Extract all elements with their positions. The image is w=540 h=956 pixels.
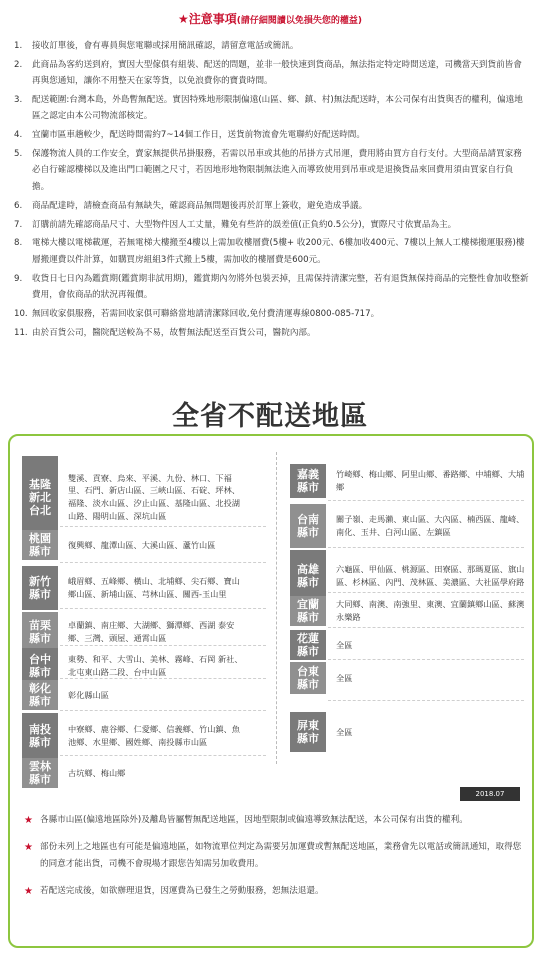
notice-item-number: 2. — [14, 59, 23, 70]
notice-title — [0, 10, 540, 27]
notice-item-number: 4. — [14, 130, 23, 141]
bottom-note — [24, 812, 524, 829]
notice-item-text: 無回收家俱服務，若需回收家俱可聯絡當地請清潔隊回收,免付費清運專線0800-085-717。 — [32, 308, 380, 319]
notice-item-text: 由於百貨公司，醫院配送較為不易，故暫無法配送至百貨公司，醫院內部。 — [32, 327, 316, 338]
region-text: 中寮鄉、鹿谷鄉、仁愛鄉、信義鄉、竹山鎮、魚池鄉、水里鄉、國姓鄉、南投縣市山區 — [68, 724, 240, 747]
notice-list — [14, 38, 530, 344]
region-tag: 彰化 縣市 — [22, 680, 58, 710]
region-text: 卓蘭鎮、南庄鄉、大湖鄉、獅潭鄉、西湖 泰安鄉、三灣、頭屋、通霄山區 — [68, 620, 235, 643]
region-text: 全區 — [336, 639, 353, 650]
row-separator — [60, 562, 266, 563]
notice-item-number: 8. — [14, 238, 23, 249]
region-right-4 — [290, 630, 526, 660]
notice-item-number: 1. — [14, 41, 23, 51]
region-right-6 — [290, 712, 526, 752]
region-text: 彰化縣山區 — [68, 689, 109, 700]
notice-title-text: 注意事項 — [188, 12, 237, 26]
region-tag: 台中 縣市 — [22, 648, 58, 684]
region-left-1 — [22, 530, 248, 560]
region-right-5 — [290, 662, 526, 694]
region-tag: 嘉義 縣市 — [290, 464, 326, 498]
bottom-note — [24, 883, 524, 900]
notice-item — [14, 127, 530, 143]
region-tag: 花蓮 縣市 — [290, 630, 326, 660]
region-tag: 宜蘭 縣市 — [290, 596, 326, 626]
region-tag: 新竹 縣市 — [22, 566, 58, 610]
region-left-5 — [22, 680, 248, 710]
region-tag: 屏東 縣市 — [290, 712, 326, 752]
notice-item — [14, 271, 530, 304]
notice-item-number: 10. — [14, 308, 28, 319]
notice-item — [14, 57, 530, 90]
notice-item — [14, 198, 530, 214]
notice-item-number: 5. — [14, 149, 23, 160]
row-separator — [60, 608, 266, 609]
region-text: 全區 — [336, 726, 353, 737]
region-right-2 — [290, 550, 526, 602]
region-text: 東勢、和平、大雪山、美林、霧峰、石岡 新社、北屯東山路二段、台中山區 — [68, 654, 243, 677]
notice-item — [14, 38, 530, 54]
region-tag: 台東 縣市 — [290, 662, 326, 694]
notice-item — [14, 235, 530, 268]
notice-item-text: 配送範圍:台灣本島，外島暫無配送。實因特殊地形限制偏遠(山區、鄉、鎮、村)無法配送時，本公司保有出貨與否的權利，偏遠地區之認定由本公司物流部核定。 — [32, 95, 523, 122]
bottom-note-text: 部份未列上之地區也有可能是偏遠地區，如物流單位判定為需要另加運費或暫無配送地區，業務會先以電話或簡訊通知，取得您的同意才能出貨，司機不會現場才跟您告知需另加收費用。 — [40, 842, 522, 869]
star-icon: ★ — [24, 815, 33, 826]
notice-item — [14, 92, 530, 125]
region-tag: 雲林 縣市 — [22, 758, 58, 788]
row-separator — [60, 678, 266, 679]
region-tag: 基隆 新北 台北 — [22, 456, 58, 538]
row-separator — [328, 659, 524, 660]
notice-subtitle: (請仔細閱讀以免損失您的權益) — [236, 16, 362, 26]
region-left-3 — [22, 612, 248, 652]
region-right-1 — [290, 504, 526, 548]
notice-item-text: 收貨日七日內為鑑賞期(鑑賞期非試用期)，鑑賞期內勿將外包裝丟掉，且需保持清潔完整，若有退貨無保持商品的完整性會加收整新費用，會依商品的狀況再報價。 — [32, 273, 529, 300]
region-text: 大同鄉、南澳、南強里、東澳、宜蘭鎮鄉山區、蘇澳永樂路 — [336, 599, 525, 622]
region-left-7 — [22, 758, 248, 788]
notice-item — [14, 146, 530, 195]
region-text: 竹崎鄉、梅山鄉、阿里山鄉、番路鄉、中埔鄉、大埔鄉 — [336, 469, 525, 492]
row-separator — [60, 645, 266, 646]
row-separator — [60, 710, 266, 711]
region-tag: 高雄 縣市 — [290, 550, 326, 602]
column-divider — [276, 452, 277, 764]
region-right-3 — [290, 596, 526, 626]
notice-item-number: 6. — [14, 200, 23, 211]
region-text: 關子嶺、走馬瀨、東山區、大內區、楠西區、龍崎、南化、玉井、白河山區、左鎮區 — [336, 514, 525, 537]
notice-item-text: 訂購前請先確認商品尺寸、大型物件因人工丈量，難免有些許的誤差值(正負約0.5公分)，實際尺寸依實品為主。 — [32, 219, 457, 230]
bottom-note-text: 若配送完成後，如欲辦理退貨，因運費為已發生之勞動服務，恕無法退還。 — [40, 886, 324, 896]
bottom-note-text: 各縣市山區(偏遠地區除外)及離島皆屬暫無配送地區，因地型限制或偏遠導致無法配送，本公司保有出貨的權利。 — [40, 815, 468, 825]
row-separator — [328, 627, 524, 628]
region-tag: 桃園 縣市 — [22, 530, 58, 560]
star-icon: ★ — [24, 842, 33, 853]
region-text: 雙溪、貢寮、烏來、平溪、九份、林口、下福里、石門、新店山區、三峽山區、石碇、坪林、福隆、淡水山區、汐止山區、基隆山區、北投湖山路、陽明山區、深坑山區 — [68, 472, 240, 521]
notice-item-number: 7. — [14, 219, 23, 230]
bottom-notes — [24, 812, 524, 910]
region-tag: 南投 縣市 — [22, 713, 58, 759]
region-left-2 — [22, 566, 248, 610]
row-separator — [328, 547, 524, 548]
region-text: 六龜區、甲仙區、桃源區、田寮區、那瑪夏區、旗山區、杉林區、內門、茂林區、美濃區、大社區學府路 — [336, 564, 525, 587]
notice-item-text: 宜蘭市區車趟較少，配送時間需約7~14個工作日，送貨前物流會先電聯約好配送時間。 — [32, 130, 365, 141]
notice-item-text: 商品配達時，請檢查商品有無缺失，確認商品無問題後再於訂單上簽收，避免造成爭議。 — [32, 200, 368, 211]
notice-item-text: 接收訂單後，會有專員與您電聯或採用簡訊確認，請留意電話或簡訊。 — [32, 41, 299, 51]
map-heading: 全省不配送地區 — [172, 401, 368, 432]
region-text: 復興鄉、龍潭山區、大溪山區、蘆竹山區 — [68, 539, 216, 550]
region-text: 全區 — [336, 672, 353, 683]
star-icon: ★ — [177, 12, 189, 26]
row-separator — [60, 526, 266, 527]
notice-item-text: 此商品為客約送到府，實因大型傢俱有組裝、配送的問題，並非一般快速到貨商品，無法指定特定時間送達，司機當天到貨前皆會再與您通知，讓你不用整天在家等貨，以免浪費你的寶貴時間。 — [32, 59, 522, 87]
date-badge: 2018.07 — [460, 787, 520, 801]
row-separator — [328, 592, 524, 593]
notice-item-number: 11. — [14, 327, 28, 338]
region-tag: 苗栗 縣市 — [22, 612, 58, 652]
row-separator — [328, 700, 524, 701]
notice-item-number: 9. — [14, 273, 23, 284]
region-left-6 — [22, 713, 248, 759]
notice-item — [14, 217, 530, 233]
notice-item — [14, 325, 530, 341]
notice-item-text: 保護物流人員的工作安全，賣家無提供吊掛服務，若需以吊車或其他的吊掛方式吊運，費用將由買方自行支付。大型商品請買家務必自行確認樓梯以及進出門口範圍之尺寸，若因地形地物限制無法進入而導致使用到吊車或是退換貨品來回費用須由買家自行負擔。 — [32, 149, 522, 192]
region-text: 峨眉鄉、五峰鄉、橫山、北埔鄉、尖石鄉、寶山鄉山區、新埔山區、芎林山區、關西-玉山里 — [68, 576, 240, 599]
row-separator — [60, 755, 266, 756]
region-text: 古坑鄉、梅山鄉 — [68, 767, 126, 778]
row-separator — [328, 500, 524, 501]
star-icon: ★ — [24, 886, 33, 897]
notice-item-number: 3. — [14, 95, 23, 106]
region-right-0 — [290, 464, 526, 498]
region-tag: 台南 縣市 — [290, 504, 326, 548]
bottom-note — [24, 839, 524, 873]
notice-item — [14, 306, 530, 322]
notice-item-text: 電梯大樓以電梯載運，若無電梯大樓搬至4樓以上需加收樓層費(5樓+ 收200元、6樓加收400元、7樓以上無人工樓梯搬運服務)樓層搬運費以件計算，如購買房組組3件式搬上5樓，需加收的樓層費是600元。 — [32, 238, 525, 265]
